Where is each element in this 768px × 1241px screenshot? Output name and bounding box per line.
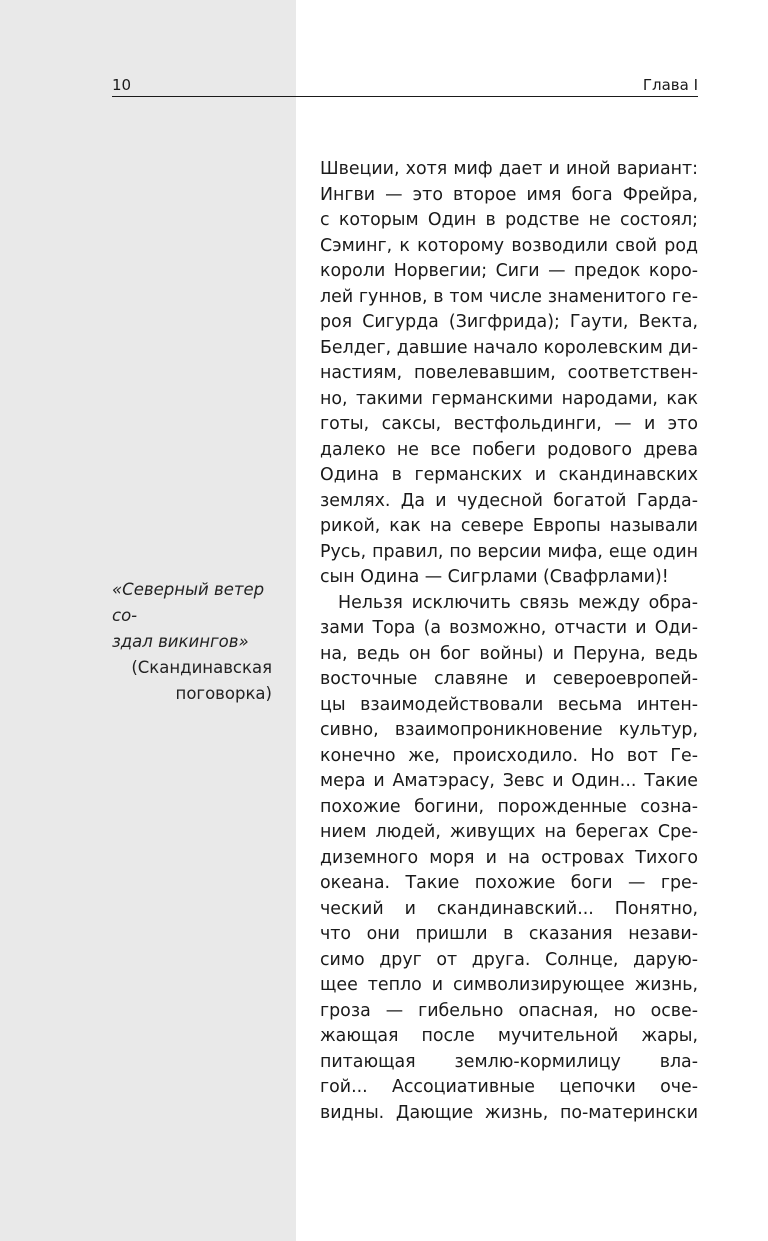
text-line: настиям, повелевавшим, соответствен- — [320, 363, 698, 383]
text-line: роя Сигурда (Зигфрида); Гаути, Векта, — [320, 312, 698, 332]
text-line: океана. Такие похожие боги — гре- — [320, 873, 698, 893]
text-line: Русь, правил, по версии мифа, еще один — [320, 541, 698, 562]
quote-source — [112, 655, 272, 707]
text-line: восточные славяне и североевропей- — [320, 669, 698, 689]
body-text — [320, 157, 698, 1126]
quote-text-line: здал викингов» — [112, 632, 249, 651]
paragraph-1 — [320, 157, 698, 591]
text-line: конечно же, происходило. Но вот Ге- — [320, 745, 698, 766]
quote-source-line: поговорка) — [175, 684, 272, 703]
running-head — [112, 74, 698, 97]
text-line: Сэминг, к которому возводили свой род — [320, 235, 698, 256]
text-line: видны. Дающие жизнь, по-матерински — [320, 1102, 698, 1123]
text-line: питающая землю-кормилицу вла- — [320, 1051, 698, 1072]
text-line: жающая после мучительной жары, — [320, 1026, 698, 1046]
text-line: ческий и скандинавский... Понятно, — [320, 898, 698, 919]
text-line: на, ведь он бог войны) и Перуна, ведь — [320, 643, 698, 664]
text-line: симо друг от друга. Солнце, дарую- — [320, 949, 698, 970]
text-line: землях. Да и чудесной богатой Гарда- — [320, 490, 698, 511]
text-line: зами Тора (а возможно, отчасти и Оди- — [320, 618, 698, 638]
text-line: нием людей, живущих на берегах Сре- — [320, 822, 698, 842]
text-line: мера и Аматэрасу, Зевс и Один... Такие — [320, 771, 698, 791]
text-line: Швеции, хотя миф дает и иной вариант: — [320, 159, 698, 179]
text-line: лей гуннов, в том числе знаменитого ге- — [320, 286, 698, 307]
text-line: готы, саксы, вестфольдинги, — и это — [320, 414, 698, 434]
text-line: сивно, взаимопроникновение культур, — [320, 720, 698, 740]
text-line: гроза — гибельно опасная, но осве- — [320, 1000, 698, 1021]
text-line: но, такими германскими народами, как — [320, 388, 698, 409]
text-line: что они пришли в сказания незави- — [320, 924, 698, 944]
text-line: с которым Один в родстве не состоял; — [320, 210, 698, 230]
text-line: далеко не все побеги родового древа — [320, 439, 698, 460]
text-line: гой... Ассоциативные цепочки оче- — [320, 1077, 698, 1097]
text-line: Нельзя исключить связь между обра- — [338, 592, 698, 613]
text-line: диземного моря и на островах Тихого — [320, 847, 698, 868]
quote-source-line: (Скандинавская — [131, 658, 272, 677]
quote-text — [112, 577, 272, 655]
chapter-label: Глава I — [642, 76, 698, 94]
text-line: Ингви — это второе имя бога Фрейра, — [320, 184, 698, 205]
text-line: короли Норвегии; Сиги — предок коро- — [320, 261, 698, 281]
paragraph-2 — [320, 591, 698, 1127]
text-line: сын Одина — Сигрлами (Свафрлами)! — [320, 567, 669, 587]
text-line: цы взаимодействовали весьма интен- — [320, 694, 698, 715]
margin-quote — [112, 577, 272, 707]
text-line: похожие богини, порожденные созна- — [320, 796, 698, 817]
page-number: 10 — [112, 76, 132, 94]
text-line: Одина в германских и скандинавских — [320, 465, 698, 485]
text-line: щее тепло и символизирующее жизнь, — [320, 975, 698, 995]
text-line: Белдег, давшие начало королевским ди- — [320, 337, 698, 358]
text-line: рикой, как на севере Европы называли — [320, 516, 698, 536]
quote-text-line: «Северный ветер со- — [112, 580, 265, 625]
